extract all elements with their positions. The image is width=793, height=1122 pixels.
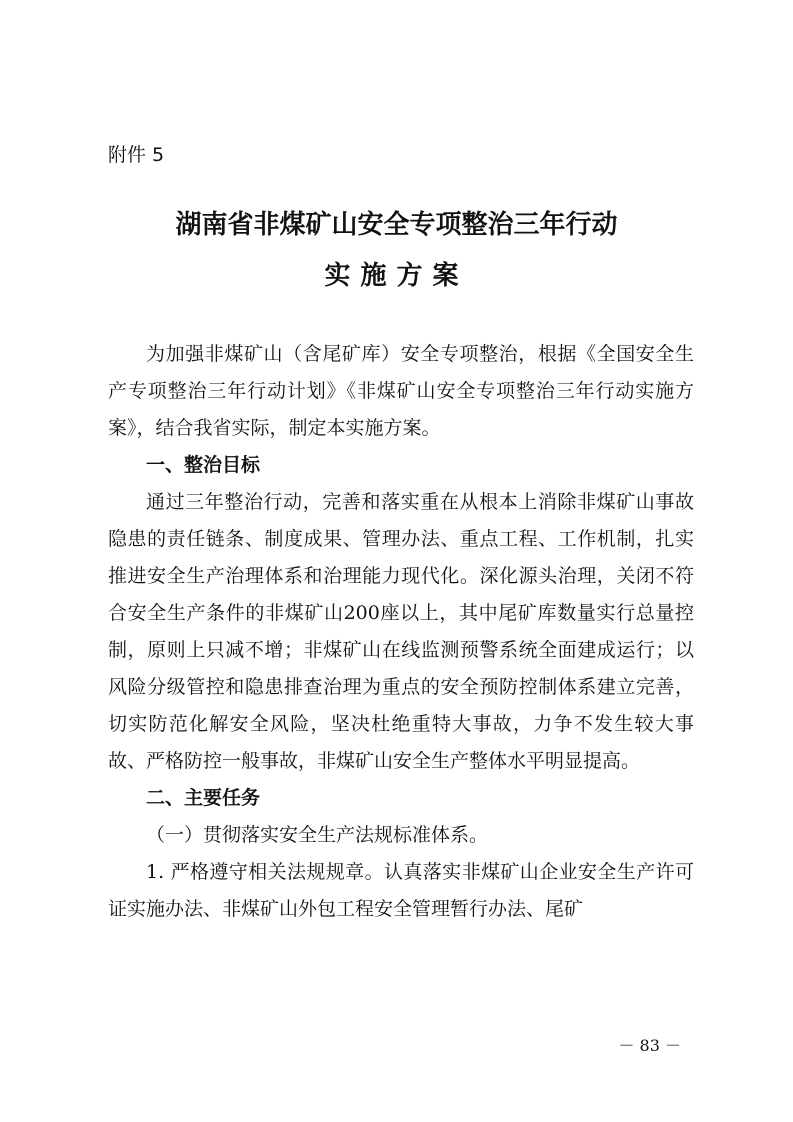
subsection-1-heading: （一）贯彻落实安全生产法规标准体系。: [146, 824, 489, 846]
page-number: － 83 －: [618, 1036, 681, 1055]
attachment-label: 附件 5: [108, 144, 165, 166]
document-title-line-1: 湖南省非煤矿山安全专项整治三年行动: [175, 210, 618, 240]
intro-paragraph: 为加强非煤矿山（含尾矿库）安全专项整治，根据《全国安全生产专项整治三年行动计划》《非煤矿山安全专项整治三年行动实施方案》，结合我省实际，制定本实施方案。: [108, 343, 694, 439]
document-body: [108, 336, 694, 928]
section-2-heading: 二、主要任务: [146, 787, 261, 809]
section-1-paragraph: 通过三年整治行动，完善和落实重在从根本上消除非煤矿山事故隐患的责任链条、制度成果、管理办法、重点工程、工作机制，扎实推进安全生产治理体系和治理能力现代化。深化源头治理，关闭不符合安全生产条件的非煤矿山200座以上，其中尾矿库数量实行总量控制，原则上只减不增；非煤矿山在线监测预警系统全面建成运行；以风险分级管控和隐患排查治理为重点的安全预防控制体系建立完善，切实防范化解安全风险，坚决杜绝重特大事故，力争不发生较大事故、严格防控一般事故，非煤矿山安全生产整体水平明显提高。: [108, 491, 694, 772]
document-title-line-2: 实施方案: [324, 261, 469, 291]
item-1-paragraph: 1. 严格遵守相关法规规章。认真落实非煤矿山企业安全生产许可证实施办法、非煤矿山外包工程安全管理暂行办法、尾矿: [108, 861, 694, 920]
section-1-heading: 一、整治目标: [146, 454, 261, 476]
